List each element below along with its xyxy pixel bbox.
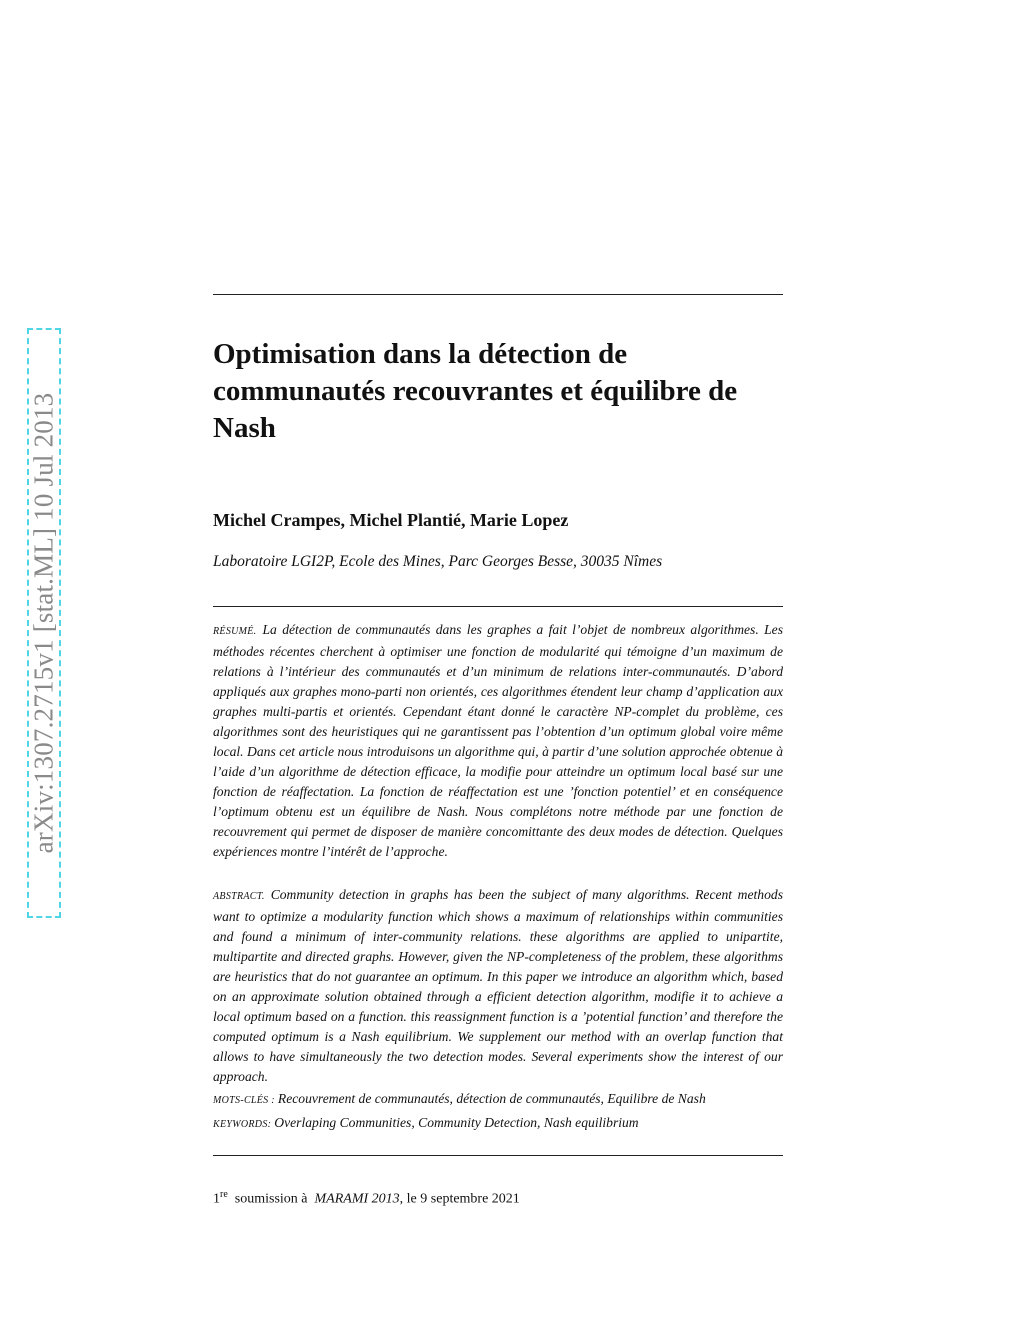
- footnote: [213, 1189, 520, 1208]
- keywords-line: [213, 1115, 639, 1131]
- footnote-number: 1: [213, 1191, 220, 1207]
- keywords-text: Overlaping Communities, Community Detection, Nash equilibrium: [274, 1115, 639, 1130]
- abstract-bottom-rule: [213, 1155, 783, 1156]
- footnote-pre: soumission à: [234, 1191, 308, 1207]
- arxiv-stamp-text: arXiv:1307.2715v1 [stat.ML] 10 Jul 2013: [28, 392, 59, 854]
- resume-block: [213, 620, 783, 862]
- motscles-text: Recouvrement de communautés, détection de communautés, Equilibre de Nash: [277, 1091, 706, 1106]
- resume-label: RÉSUMÉ.: [213, 626, 257, 637]
- abstract-top-rule: [213, 606, 783, 607]
- resume-text: La détection de communautés dans les graphes a fait l’objet de nombreux algorithmes. Les méthodes récentes cherchent à optimiser une fonction de modularité qui témoigne d’un maximum de relations à l’intérieur des communautés et d’un minimum de relations inter-communautés. D’abord appliqués aux graphes mono-parti non orientés, ces algorithmes étendent leur champ d’application aux graphes multi-partis et orientés. Cependant étant donné le caractère NP-complet du problème, ces algorithmes sont des heuristiques qui ne garantissent pas l’obtention d’un optimum global voire même local. Dans cet article nous introduisons un algorithme qui, à partir d’une solution approchée obtenue à l’aide d’un algorithme de détection efficace, la modifie pour atteindre un optimum local basé sur une fonction de réaffectation. La fonction de réaffectation est une ’fonction potentiel’ et en conséquence l’optimum obtenu est un équilibre de Nash. Nous complétons notre méthode par une fonction de recouvrement qui permet de disposer de manière concomittante des deux modes de détection. Quelques expériences montre l’intérêt de l’approche.: [213, 622, 783, 859]
- paper-authors: Michel Crampes, Michel Plantié, Marie Lopez: [213, 510, 569, 530]
- abstract-label: ABSTRACT.: [213, 891, 265, 902]
- motscles-label: MOTS-CLÉS :: [213, 1095, 275, 1106]
- paper-title: Optimisation dans la détection de communautés recouvrantes et équilibre de Nash: [213, 338, 738, 444]
- arxiv-stamp: [27, 328, 61, 918]
- abstract-block: [213, 885, 783, 1087]
- paper-affiliation: Laboratoire LGI2P, Ecole des Mines, Parc Georges Besse, 30035 Nîmes: [213, 553, 663, 570]
- motscles-line: [213, 1091, 706, 1107]
- footnote-venue: MARAMI 2013: [314, 1191, 400, 1207]
- footnote-post: , le 9 septembre 2021: [399, 1191, 520, 1207]
- top-rule: [213, 294, 783, 295]
- abstract-text: Community detection in graphs has been the subject of many algorithms. Recent methods want to optimize a modularity function which shows a maximum of relationships within communities and found a minimum of inter-community relations. these algorithms are applied to unipartite, multipartite and directed graphs. However, given the NP-completeness of the problem, these algorithms are heuristics that do not guarantee an optimum. In this paper we introduce an algorithm which, based on an approximate solution obtained through a efficient detection algorithm, modifie it to achieve a local optimum based on a function. this reassignment function is a ’potential function’ and therefore the computed optimum is a Nash equilibrium. We supplement our method with an overlap function that allows to have simultaneously the two detection modes. Several experiments show the interest of our approach.: [213, 887, 783, 1084]
- keywords-label: KEYWORDS:: [213, 1119, 272, 1130]
- footnote-superscript: re: [220, 1189, 228, 1200]
